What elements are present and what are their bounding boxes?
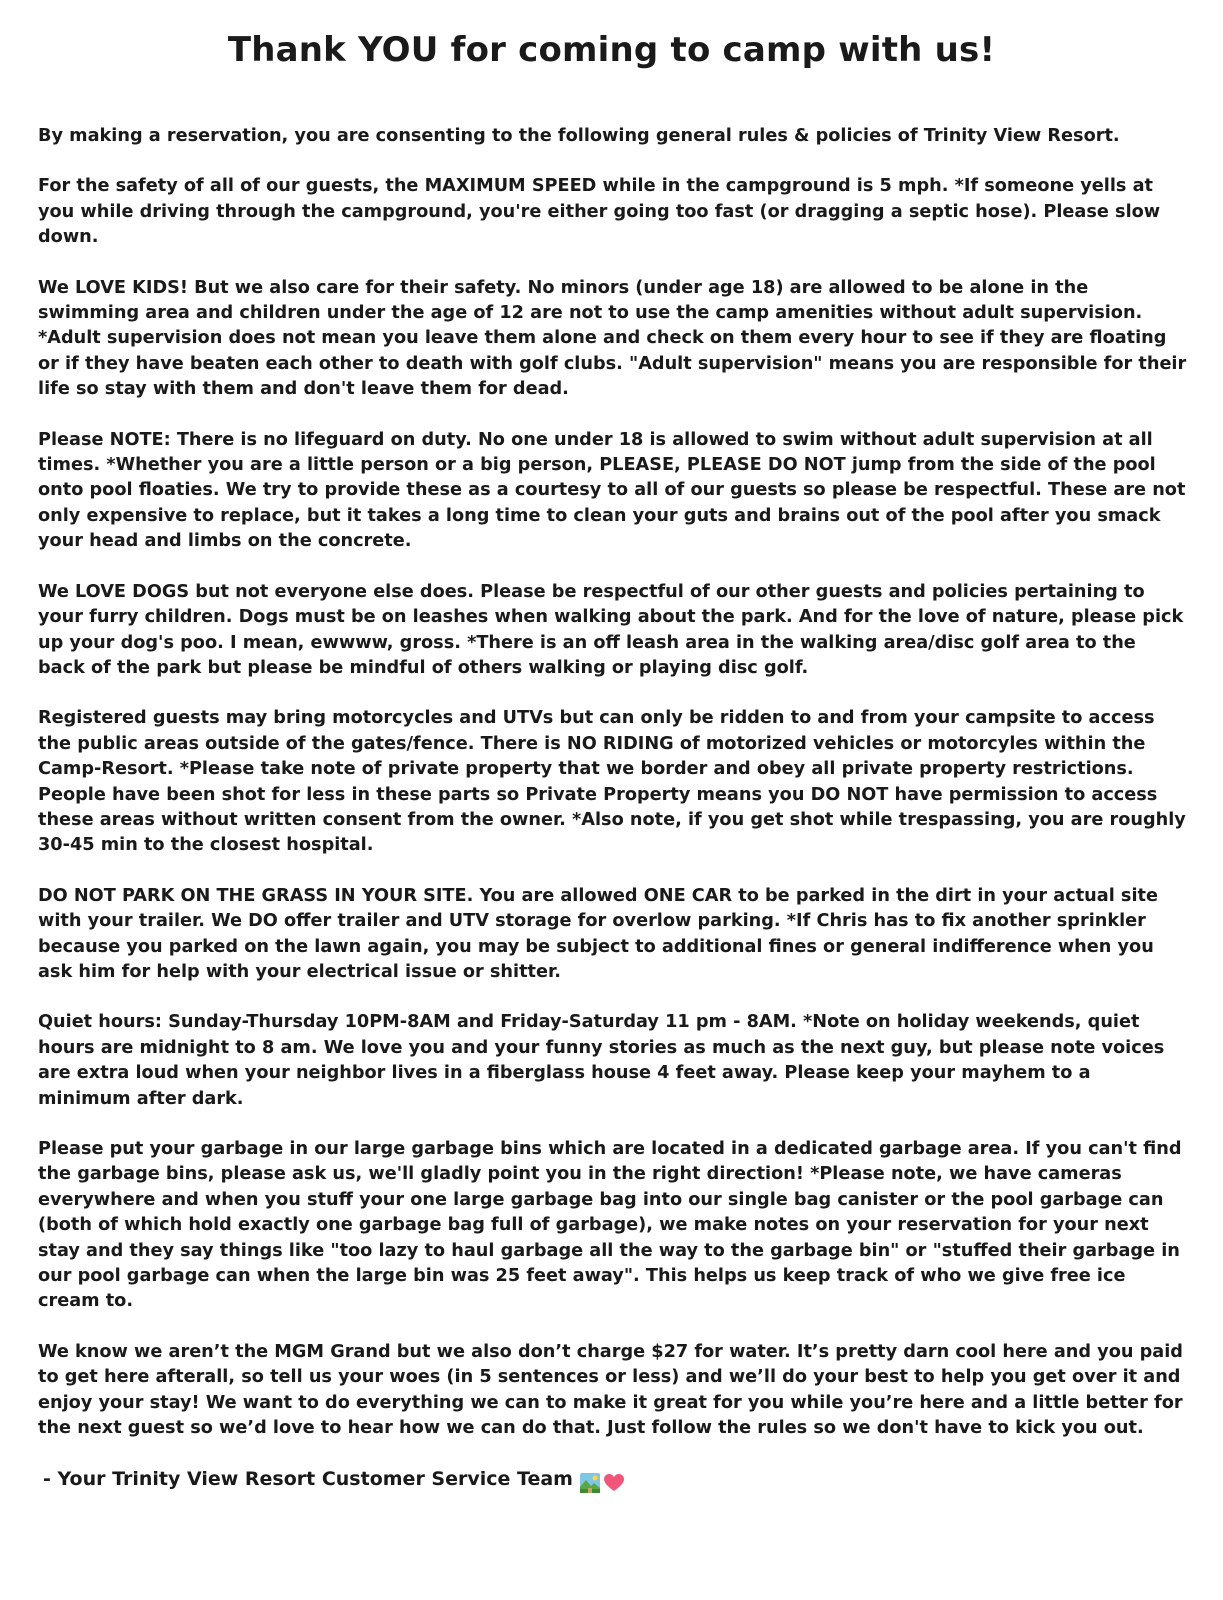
paragraph-parking: DO NOT PARK ON THE GRASS IN YOUR SITE. You are allowed ONE CAR to be parked in the dirt in your actual site with your trailer. We DO offer trailer and UTV storage for overlow parking. *If Chris has to fix another sprinkler because you parked on the lawn again, you may be subject to additional fines or general indifference when you ask him for help with your electrical issue or shitter.	[38, 885, 1158, 982]
paragraph-pool: Please NOTE: There is no lifeguard on duty. No one under 18 is allowed to swim without adult supervision at all times. *Whether you are a little person or a big person, PLEASE, PLEASE DO NOT jump from the side of the pool onto pool floaties. We try to provide these as a courtesy to all of our guests so please be respectful. These are not only expensive to replace, but it takes a long time to clean your guts and brains out of the pool after you smack your head and limbs on the concrete.	[38, 429, 1186, 552]
paragraph-consent: By making a reservation, you are consenting to the following general rules & policies of Trinity View Resort.	[38, 126, 1120, 146]
paragraph-speed: For the safety of all of our guests, the MAXIMUM SPEED while in the campground is 5 mph. *If someone yells at you while driving through the campground, you're either going too fast (or dragging a septic hose). Please slow down.	[38, 176, 1161, 248]
signoff-line	[38, 1466, 1188, 1495]
paragraph-quiet-hours: Quiet hours: Sunday-Thursday 10PM-8AM and Friday-Saturday 11 pm - 8AM. *Note on holiday weekends, quiet hours are midnight to 8 am. We love you and your funny stories as much as the next guy, but please note voices are extra loud when your neighbor lives in a fiberglass house 4 feet away. Please keep your mayhem to a minimum after dark.	[38, 1012, 1165, 1109]
page-title: Thank YOU for coming to camp with us!	[227, 30, 996, 70]
rules-body	[38, 124, 1188, 1495]
paragraph-closing: We know we aren’t the MGM Grand but we also don’t charge $27 for water. It’s pretty darn cool here and you paid to get here afterall, so tell us your woes (in 5 sentences or less) and we’ll do your best to help you get over it and enjoy your stay! We want to do everything we can to make it great for you while you’re here and a little better for the next guest so we’d love to hear how we can do that. Just follow the rules so we don't have to kick you out.	[38, 1341, 1183, 1439]
signoff-text: - Your Trinity View Resort Customer Service Team	[43, 1468, 573, 1491]
paragraph-garbage: Please put your garbage in our large garbage bins which are located in a dedicated garbage area. If you can't find the garbage bins, please ask us, we'll gladly point you in the right direction! *Please note, we have cameras everywhere and when you stuff your one large garbage bag into our single bag canister or the pool garbage can (both of which hold exactly one garbage bag full of garbage), we make notes on your reservation for your next stay and they say things like "too lazy to haul garbage all the way to the garbage bin" or "stuffed their garbage in our pool garbage can when the large bin was 25 feet away". This helps us keep track of who we give free ice cream to.	[38, 1139, 1182, 1312]
park-scene-icon	[579, 1472, 601, 1494]
paragraph-vehicles: Registered guests may bring motorcycles and UTVs but can only be ridden to and from your campsite to access the public areas outside of the gates/fence. There is NO RIDING of motorized vehicles or motorcyles within the Camp-Resort. *Please take note of private property that we border and obey all private property restrictions. People have been shot for less in these parts so Private Property means you DO NOT have permission to access these areas without written consent from the owner. *Also note, if you get shot while trespassing, you are roughly 30-45 min to the closest hospital.	[38, 708, 1186, 856]
heart-icon	[603, 1472, 625, 1494]
signoff-icons	[579, 1469, 625, 1495]
paragraph-kids: We LOVE KIDS! But we also care for their safety. No minors (under age 18) are allowed to be alone in the swimming area and children under the age of 12 are not to use the camp amenities without adult supervision. *Adult supervision does not mean you leave them alone and check on them every hour to see if they are floating or if they have beaten each other to death with golf clubs. "Adult supervision" means you are responsible for their life so stay with them and don't leave them for dead.	[38, 277, 1187, 400]
paragraph-dogs: We LOVE DOGS but not everyone else does. Please be respectful of our other guests and policies pertaining to your furry children. Dogs must be on leashes when walking about the park. And for the love of nature, please pick up your dog's poo. I mean, ewwww, gross. *There is an off leash area in the walking area/disc golf area to the back of the park but please be mindful of others walking or playing disc golf.	[38, 581, 1184, 678]
